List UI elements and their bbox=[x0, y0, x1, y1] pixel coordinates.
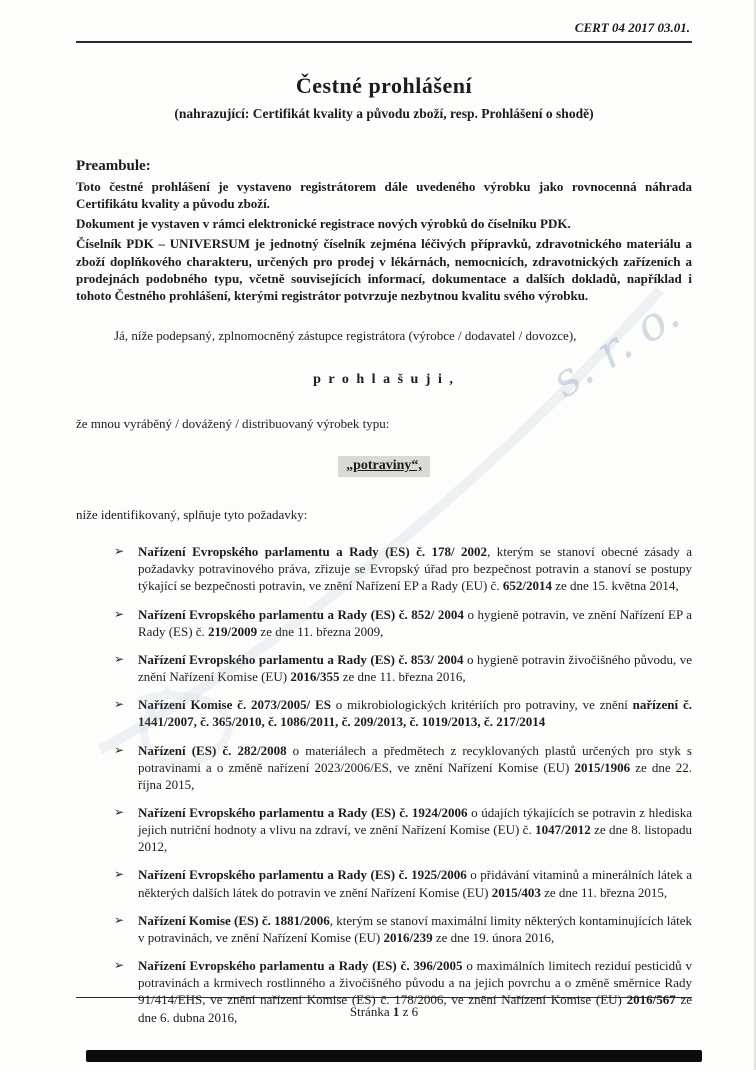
page-number bbox=[76, 1004, 692, 1020]
arrow-bullet-icon: ➢ bbox=[114, 742, 125, 757]
regulation-text: Nařízení Evropského parlamentu a Rady (ES) č. 1925/2006 o přidávání vitaminů a minerálních látek a některých dalších látek do potravin ve znění Nařízení Komise (EU) 2015/403 ze dne 11. března 2015, bbox=[138, 867, 693, 900]
preamble-paragraph: Číselník PDK – UNIVERSUM je jednotný číselník zejména léčivých přípravků, zdravotnického materiálu a zboží doplňkového charakteru, určených pro prodej v lékárnách, nemocnicích, zdravotnických zařízeních a prodejnách podobného typu, včetně souvisejících informací, dokumentace a dalších dokladů, například i tohoto Čestného prohlášení, kterými registrátor potvrzuje nezbytnou kvalitu svého výrobku. bbox=[76, 236, 692, 303]
regulations-list bbox=[76, 543, 692, 1026]
regulation-text: Nařízení Komise (ES) č. 1881/2006, kterým se stanoví maximální limity některých kontaminujících látek v potravinách, ve znění Nařízení Komise (EU) 2016/239 ze dne 19. února 2016, bbox=[138, 912, 692, 945]
page-number-prefix: Stránka bbox=[349, 1004, 393, 1019]
regulation-item bbox=[114, 696, 692, 730]
footer-rule bbox=[76, 997, 692, 998]
scan-artifact-bar bbox=[86, 1050, 702, 1062]
arrow-bullet-icon: ➢ bbox=[114, 867, 125, 882]
arrow-bullet-icon: ➢ bbox=[114, 912, 125, 927]
product-type-highlight: „potraviny“, bbox=[338, 456, 430, 477]
arrow-bullet-icon: ➢ bbox=[114, 697, 125, 712]
product-type-wrap bbox=[76, 456, 692, 477]
regulation-text: Nařízení Evropského parlamentu a Rady (ES) č. 852/ 2004 o hygieně potravin, ve znění Nařízení EP a Rady (ES) č. 219/2009 ze dne 11. března 2009, bbox=[138, 606, 693, 639]
arrow-bullet-icon: ➢ bbox=[114, 958, 125, 973]
declaration-verb: p r o h l a š u j i , bbox=[313, 372, 455, 388]
regulation-text: Nařízení Evropského parlamentu a Rady (ES) č. 396/2005 o maximálních limitech reziduí pesticidů v potravinách a krmivech rostlinného a živočišného původu a na jejich povrchu a o změně směrnice Rady 91/414/EHS, ve znění nařízení Komise (ES) č. 178/2006, ve znění Nařízení Komise (EU) 2016/567 ze dne 6. dubna 2016, bbox=[138, 958, 693, 1025]
page-footer bbox=[76, 997, 692, 1020]
arrow-bullet-icon: ➢ bbox=[114, 544, 125, 559]
regulation-text: Nařízení (ES) č. 282/2008 o materiálech a předmětech z recyklovaných plastů určených pro styk s potravinami a o změně nařízení 2023/2006/ES, ve znění Nařízení Komise (EU) 2015/1906 ze dne 22. října 2015, bbox=[138, 742, 692, 792]
preamble-heading: Preambule: bbox=[76, 158, 151, 174]
watermark-text: s. r. o. bbox=[541, 286, 689, 408]
regulation-item bbox=[114, 866, 692, 900]
regulation-item bbox=[114, 912, 692, 946]
regulation-text: Nařízení Komise č. 2073/2005/ ES o mikrobiologických kritériích pro potraviny, ve znění nařízení č. 1441/2007, č. 365/2010, č. 1086/2011, č. 209/2013, č. 1019/2013, č. 217/2014 bbox=[138, 697, 692, 730]
regulation-item bbox=[114, 804, 692, 855]
regulation-item bbox=[114, 606, 692, 640]
regulation-text: Nařízení Evropského parlamentu a Rady (ES) č. 853/ 2004 o hygieně potravin živočišného původu, ve znění Nařízení Komise (EU) 2016/355 ze dne 11. března 2016, bbox=[138, 651, 692, 685]
header-rule bbox=[76, 41, 692, 43]
regulation-item bbox=[114, 543, 692, 594]
regulation-text: Nařízení Evropského parlamentu a Rady (ES) č. 178/ 2002, kterým se stanoví obecné zásady a požadavky potravinového práva, zřizuje se Evropský úřad pro bezpečnost potravin a stanoví se postupy týkající se bezpečnosti potravin, ve znění Nařízení EP a Rady (EU) č. 652/2014 ze dne 15. května 2014, bbox=[138, 544, 692, 594]
page-subtitle: (nahrazující: Certifikát kvality a původu zboží, resp. Prohlášení o shodě) bbox=[174, 106, 594, 121]
arrow-bullet-icon: ➢ bbox=[114, 606, 125, 621]
doc-code: CERT 04 2017 03.01. bbox=[574, 20, 690, 35]
page-title: Čestné prohlášení bbox=[295, 73, 473, 98]
regulation-item bbox=[114, 651, 692, 685]
page-number-suffix: z 6 bbox=[399, 1004, 419, 1019]
arrow-bullet-icon: ➢ bbox=[114, 804, 125, 819]
product-type-line: že mnou vyráběný / dovážený / distribuovaný výrobek typu: bbox=[76, 416, 390, 432]
page-number-value: 1 bbox=[392, 1004, 400, 1019]
requirements-line: níže identifikovaný, splňuje tyto požadavky: bbox=[76, 507, 308, 523]
preamble-paragraph: Dokument je vystaven v rámci elektronické registrace nových výrobků do číselníku PDK. bbox=[76, 216, 571, 232]
regulation-item bbox=[114, 742, 692, 793]
declaration-intro: Já, níže podepsaný, zplnomocněný zástupce registrátora (výrobce / dodavatel / dovozce), bbox=[114, 328, 577, 344]
arrow-bullet-icon: ➢ bbox=[114, 651, 125, 666]
regulation-text: Nařízení Evropského parlamentu a Rady (ES) č. 1924/2006 o údajích týkajících se potravin z hlediska jejich nutriční hodnoty a vlivu na zdraví, ve znění Nařízení Komise (EU) č. 1047/2012 ze dne 8. listopadu 2012, bbox=[138, 804, 693, 855]
preamble-paragraph: Toto čestné prohlášení je vystaveno registrátorem dále uvedeného výrobku jako rovnocenná náhrada Certifikátu kvality a původu zboží. bbox=[76, 179, 692, 212]
